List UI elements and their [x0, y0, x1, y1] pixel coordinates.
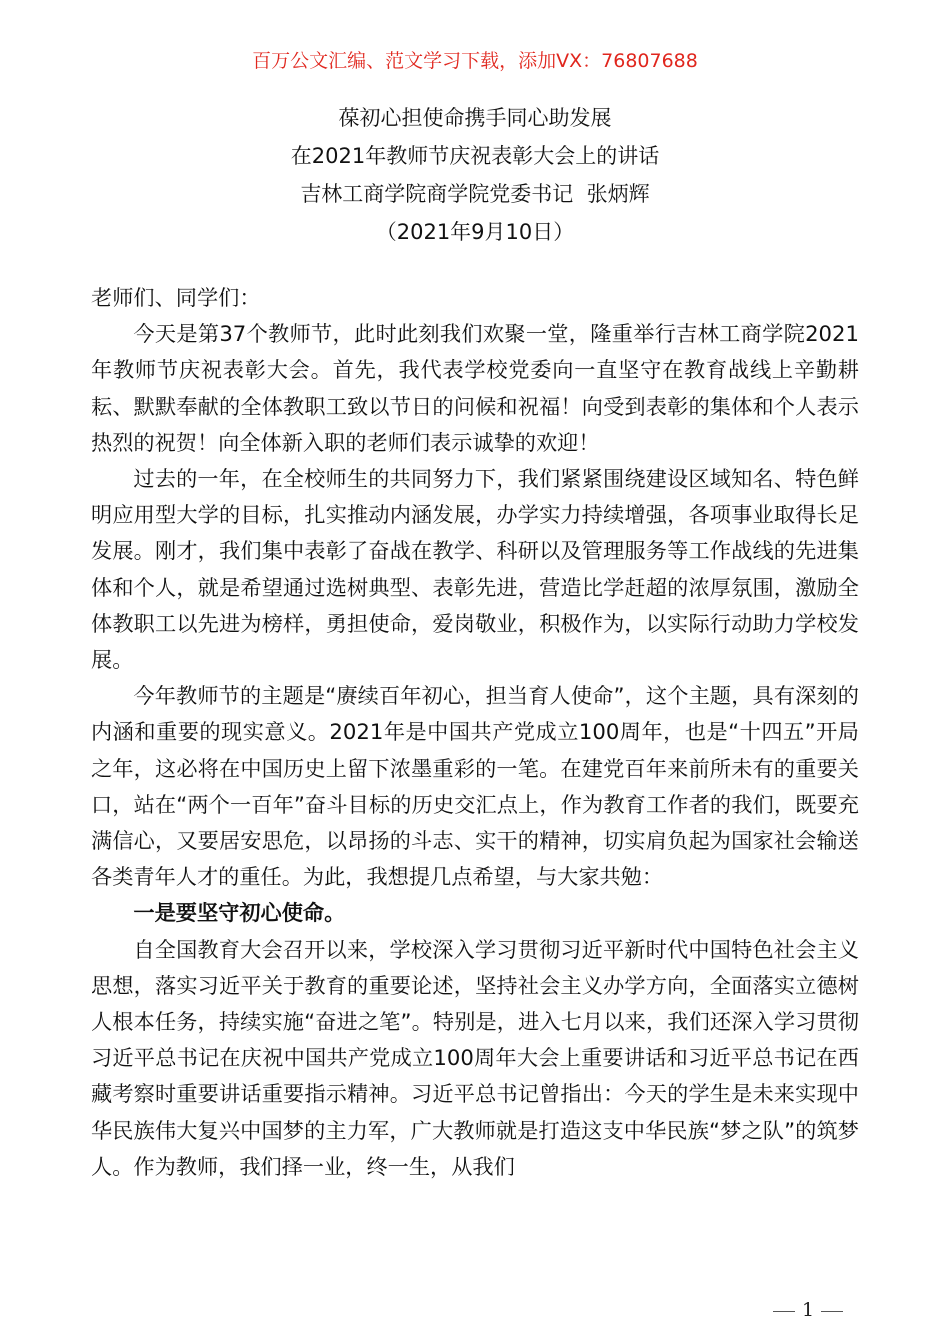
title-line-date: （2021年9月10日） [375, 220, 575, 244]
page-dash-left [773, 1311, 795, 1312]
title-line-main: 葆初心担使命携手同心助发展 [338, 106, 612, 130]
page-dash-right [821, 1311, 843, 1312]
watermark-banner: 百万公文汇编、范文学习下载，添加VX：76807688 [252, 50, 698, 72]
paragraph-opening: 今天是第37个教师节，此时此刻我们欢聚一堂，隆重举行吉林工商学院2021年教师节庆祝表彰大会。首先，我代表学校党委向一直坚守在教育战线上辛勤耕耘、默默奉献的全体教职工致以节日的问候和祝福！向受到表彰的集体和个人表示热烈的祝贺！向全体新入职的老师们表示诚挚的欢迎！ [91, 321, 859, 455]
page-number-value: 1 [802, 1299, 815, 1321]
document-body [91, 280, 859, 1185]
document-title-block [0, 99, 950, 251]
title-line-speech: 在2021年教师节庆祝表彰大会上的讲话 [290, 144, 660, 168]
paragraph-section-one: 自全国教育大会召开以来，学校深入学习贯彻习近平新时代中国特色社会主义思想，落实习近平关于教育的重要论述，坚持社会主义办学方向，全面落实立德树人根本任务，持续实施“奋进之笔”。特别是，进入七月以来，我们还深入学习贯彻习近平总书记在庆祝中国共产党成立100周年大会上重要讲话和习近平总书记在西藏考察时重要讲话重要指示精神。习近平总书记曾指出：今天的学生是未来实现中华民族伟大复兴中国梦的主力军，广大教师就是打造这支中华民族“梦之队”的筑梦人。作为教师，我们择一业，终一生，从我们 [91, 936, 859, 1179]
paragraph-theme: 今年教师节的主题是“赓续百年初心，担当育人使命”，这个主题，具有深刻的内涵和重要的现实意义。2021年是中国共产党成立100周年，也是“十四五”开局之年，这必将在中国历史上留下浓墨重彩的一笔。在建党百年来前所未有的重要关口，站在“两个一百年”奋斗目标的历史交汇点上，作为教育工作者的我们，既要充满信心，又要居安思危，以昂扬的斗志、实干的精神，切实肩负起为国家社会输送各类青年人才的重任。为此，我想提几点希望，与大家共勉： [91, 683, 859, 890]
paragraph-past-year: 过去的一年，在全校师生的共同努力下，我们紧紧围绕建设区域知名、特色鲜明应用型大学的目标，扎实推动内涵发展，办学实力持续增强，各项事业取得长足发展。刚才，我们集中表彰了奋战在教学、科研以及管理服务等工作战线的先进集体和个人，就是希望通过选树典型、表彰先进，营造比学赶超的浓厚氛围，激励全体教职工以先进为榜样，勇担使命，爱岗敬业，积极作为，以实际行动助力学校发展。 [91, 466, 859, 673]
page-number [766, 1299, 850, 1321]
section-heading: 一是要坚守初心使命。 [133, 900, 346, 926]
salutation: 老师们、同学们： [91, 285, 261, 310]
title-line-author: 吉林工商学院商学院党委书记 张炳辉 [300, 182, 650, 206]
